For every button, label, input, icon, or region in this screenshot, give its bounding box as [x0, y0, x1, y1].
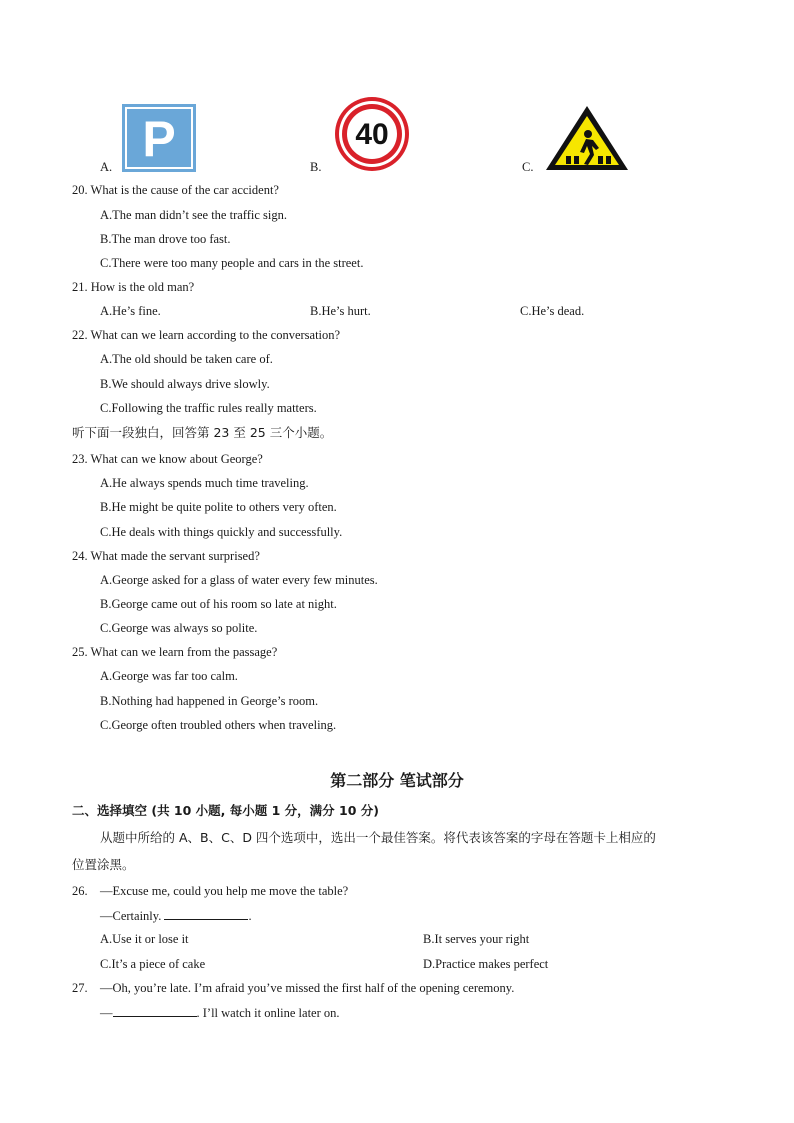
monologue-instruction: 听下面一段独白，回答第 23 至 25 三个小题。 [72, 425, 333, 440]
q25-option-c: C.George often troubled others when traveling. [100, 718, 337, 732]
speed-limit-sign-icon [334, 96, 410, 176]
q24-option-b: B.George came out of his room so late at night. [100, 597, 337, 611]
q26-line1: —Excuse me, could you help me move the table? [100, 884, 349, 898]
q25-stem: 25. What can we learn from the passage? [72, 645, 278, 659]
section-two-instruction-line1: 从题中所给的 A、B、C、D 四个选项中，选出一个最佳答案。将代表该答案的字母在答题卡上相应的 [100, 830, 656, 845]
section-two-instruction-line2: 位置涂黑。 [72, 857, 135, 872]
q24-stem: 24. What made the servant surprised? [72, 549, 260, 563]
q27-line2-suffix: . I’ll watch it online later on. [196, 1006, 340, 1020]
part-two-heading: 第二部分 笔试部分 [330, 771, 464, 790]
q22-option-c: C.Following the traffic rules really matters. [100, 401, 317, 415]
q23-stem: 23. What can we know about George? [72, 452, 263, 466]
q22-stem: 22. What can we learn according to the conversation? [72, 328, 341, 342]
q25-option-b: B.Nothing had happened in George’s room. [100, 694, 319, 708]
q27-line2-prefix: — [100, 1006, 113, 1020]
q27-number: 27. [72, 981, 88, 995]
q25-option-a: A.George was far too calm. [100, 669, 238, 683]
q20-option-b: B.The man drove too fast. [100, 232, 231, 246]
q26-line2-suffix: . [248, 909, 252, 923]
q24-option-a: A.George asked for a glass of water every few minutes. [100, 573, 378, 587]
q26-option-b: B.It serves your right [423, 932, 530, 946]
q26-answer-blank [164, 907, 248, 920]
q21-option-a: A.He’s fine. [100, 304, 161, 318]
q24-option-c: C.George was always so polite. [100, 621, 258, 635]
q20-stem: 20. What is the cause of the car accident? [72, 183, 279, 197]
q26-option-d: D.Practice makes perfect [423, 957, 549, 971]
q19-picture-options [0, 100, 794, 178]
option-c-label: C. [522, 160, 534, 174]
parking-sign-icon [122, 104, 196, 176]
q26-line2-prefix: —Certainly. [100, 909, 165, 923]
q20-option-c: C.There were too many people and cars in the street. [100, 256, 364, 270]
q21-stem: 21. How is the old man? [72, 280, 195, 294]
q20-option-a: A.The man didn’t see the traffic sign. [100, 208, 287, 222]
parking-sign-letter: P [142, 111, 176, 167]
q27-answer-blank [113, 1004, 197, 1017]
option-a-label: A. [100, 160, 113, 174]
q21-option-c: C.He’s dead. [520, 304, 585, 318]
section-two-title: 二、选择填空 (共 10 小题, 每小题 1 分，满分 10 分) [72, 803, 379, 818]
q22-option-a: A.The old should be taken care of. [100, 352, 273, 366]
q21-option-b: B.He’s hurt. [310, 304, 371, 318]
q26-option-c: C.It’s a piece of cake [100, 957, 206, 971]
q26-line2 [100, 907, 252, 924]
speed-limit-number: 40 [355, 118, 389, 151]
q26-number: 26. [72, 884, 88, 898]
pedestrian-warning-sign-icon [544, 104, 630, 176]
q23-option-a: A.He always spends much time traveling. [100, 476, 309, 490]
q23-option-c: C.He deals with things quickly and successfully. [100, 525, 343, 539]
option-b-label: B. [310, 160, 322, 174]
q27-line1: —Oh, you’re late. I’m afraid you’ve missed the first half of the opening ceremony. [100, 981, 515, 995]
q27-line2 [100, 1004, 340, 1021]
q22-option-b: B.We should always drive slowly. [100, 377, 270, 391]
q23-option-b: B.He might be quite polite to others very often. [100, 500, 337, 514]
q26-option-a: A.Use it or lose it [100, 932, 189, 946]
